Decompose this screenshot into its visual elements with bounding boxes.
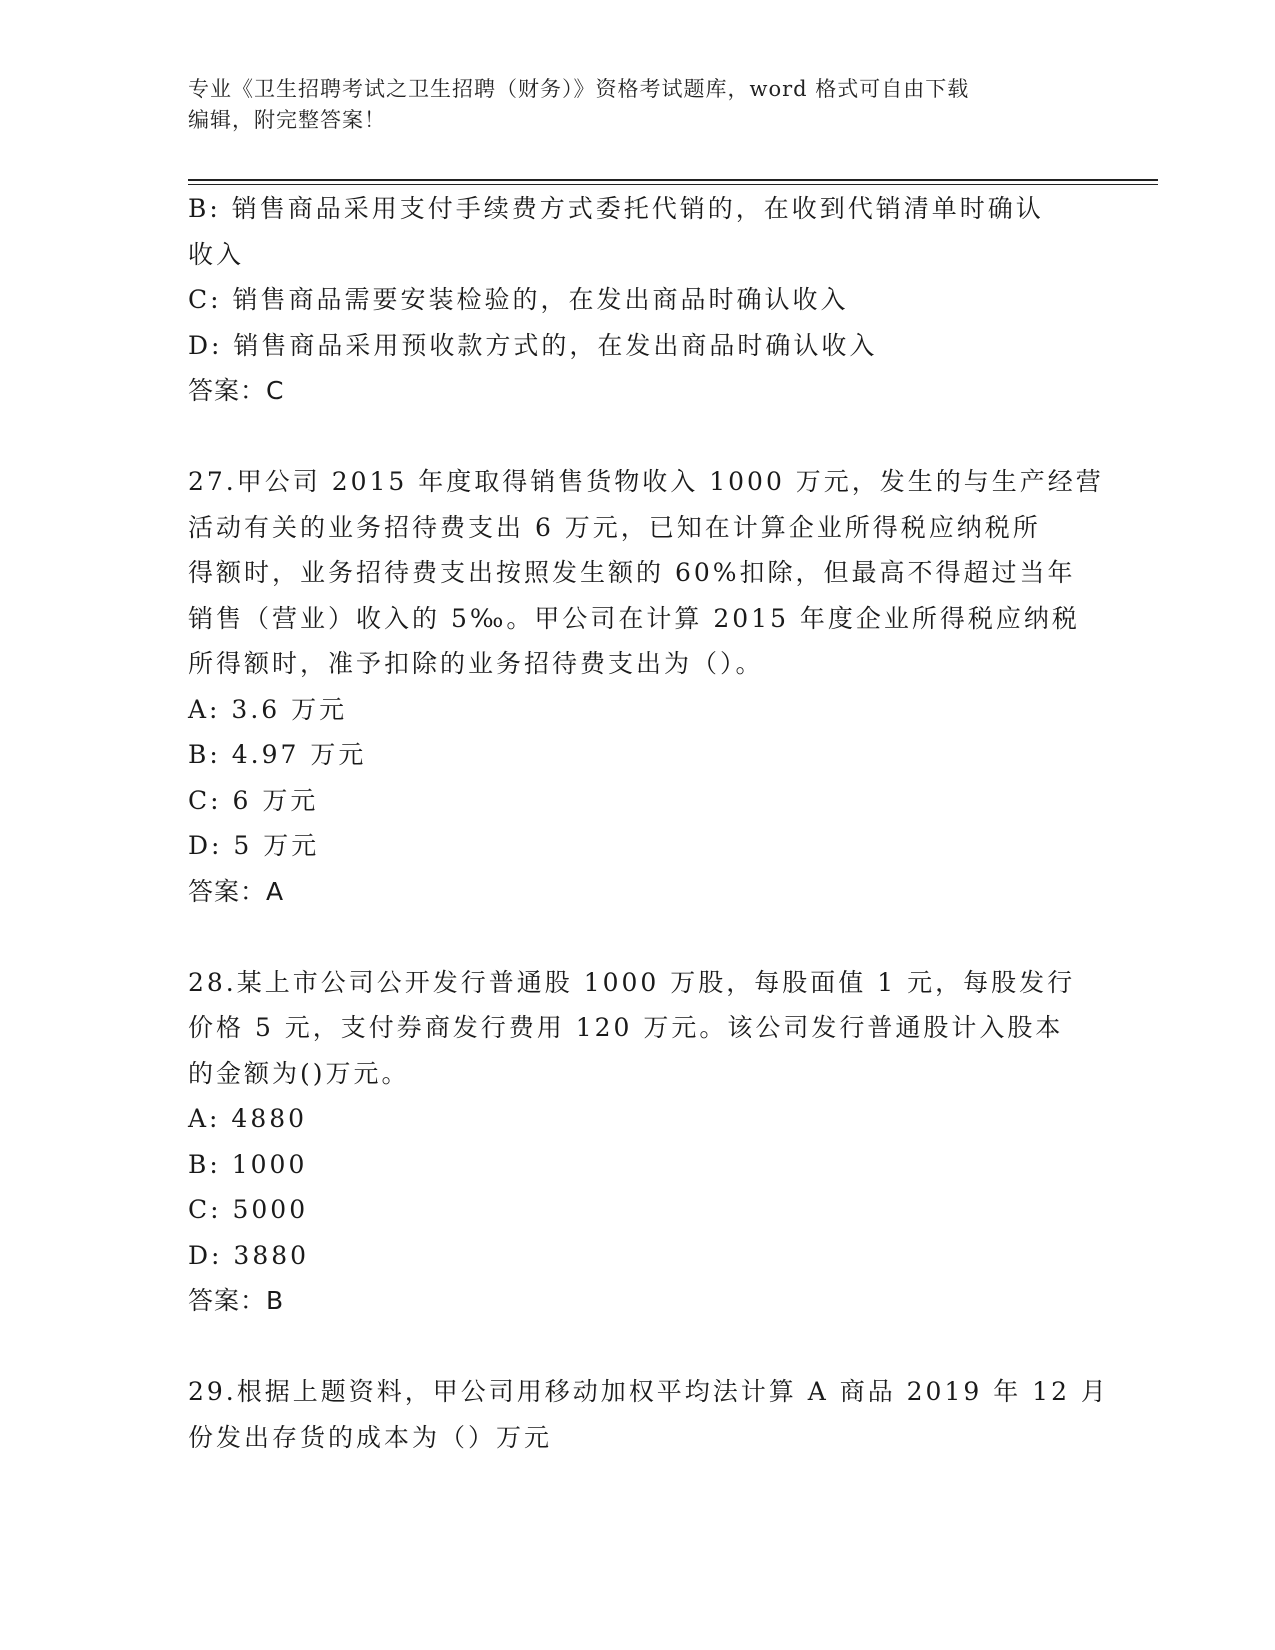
q27-option-d: D: 5 万元	[188, 831, 320, 860]
q26-option-d: D: 销售商品采用预收款方式的，在发出商品时确认收入	[188, 330, 878, 360]
q29-stem-line-1: 29.根据上题资料，甲公司用移动加权平均法计算 A 商品 2019 年 12 月	[188, 1377, 1109, 1406]
q27-option-c: C: 6 万元	[188, 785, 319, 815]
q27-answer: 答案：A	[188, 876, 285, 906]
question-26	[188, 186, 1088, 414]
spacer	[188, 414, 1088, 460]
q26-option-b-line-2: 收入	[188, 239, 245, 269]
q26-option-c: C: 销售商品需要安装检验的，在发出商品时确认收入	[188, 285, 849, 314]
spacer	[188, 914, 1088, 960]
question-body	[188, 186, 1109, 1460]
header-divider-thin	[188, 184, 1158, 185]
q27-stem-line-1: 27.甲公司 2015 年度取得销售货物收入 1000 万元，发生的与生产经营	[188, 467, 1104, 496]
q29-stem-line-2: 份发出存货的成本为（）万元	[188, 1422, 553, 1452]
q27-stem-line-3: 得额时，业务招待费支出按照发生额的 60%扣除，但最高不得超过当年	[188, 558, 1076, 587]
spacer	[188, 1324, 1088, 1370]
q28-option-b: B: 1000	[188, 1149, 308, 1179]
header-line-1: 专业《卫生招聘考试之卫生招聘（财务）》资格考试题库，word 格式可自由下载	[188, 77, 970, 101]
question-29	[188, 1369, 1109, 1460]
header-line-2: 编辑，附完整答案！	[188, 108, 386, 132]
q28-option-a: A: 4880	[188, 1104, 308, 1133]
q28-stem-line-2: 价格 5 元，支付券商发行费用 120 万元。该公司发行普通股计入股本	[188, 1013, 1064, 1042]
q28-option-d: D: 3880	[188, 1240, 310, 1270]
q27-option-a: A: 3.6 万元	[188, 694, 348, 724]
q27-stem-line-2: 活动有关的业务招待费支出 6 万元，已知在计算企业所得税应纳税所	[188, 512, 1041, 542]
q28-option-c: C: 5000	[188, 1195, 309, 1224]
q28-answer: 答案：B	[188, 1286, 285, 1315]
header-divider-thick	[188, 179, 1158, 181]
document-header	[188, 74, 1088, 136]
q27-stem-line-5: 所得额时，准予扣除的业务招待费支出为（）。	[188, 649, 764, 678]
q26-answer: 答案：C	[188, 376, 285, 405]
question-27	[188, 459, 1104, 914]
question-28	[188, 960, 1088, 1324]
q26-option-b-line-1: B: 销售商品采用支付手续费方式委托代销的，在收到代销清单时确认	[188, 194, 1044, 223]
q28-stem-line-3: 的金额为()万元。	[188, 1058, 410, 1088]
q28-stem-line-1: 28.某上市公司公开发行普通股 1000 万股，每股面值 1 元，每股发行	[188, 967, 1076, 997]
q27-option-b: B: 4.97 万元	[188, 740, 367, 769]
q27-stem-line-4: 销售（营业）收入的 5‰。甲公司在计算 2015 年度企业所得税应纳税	[188, 603, 1080, 633]
